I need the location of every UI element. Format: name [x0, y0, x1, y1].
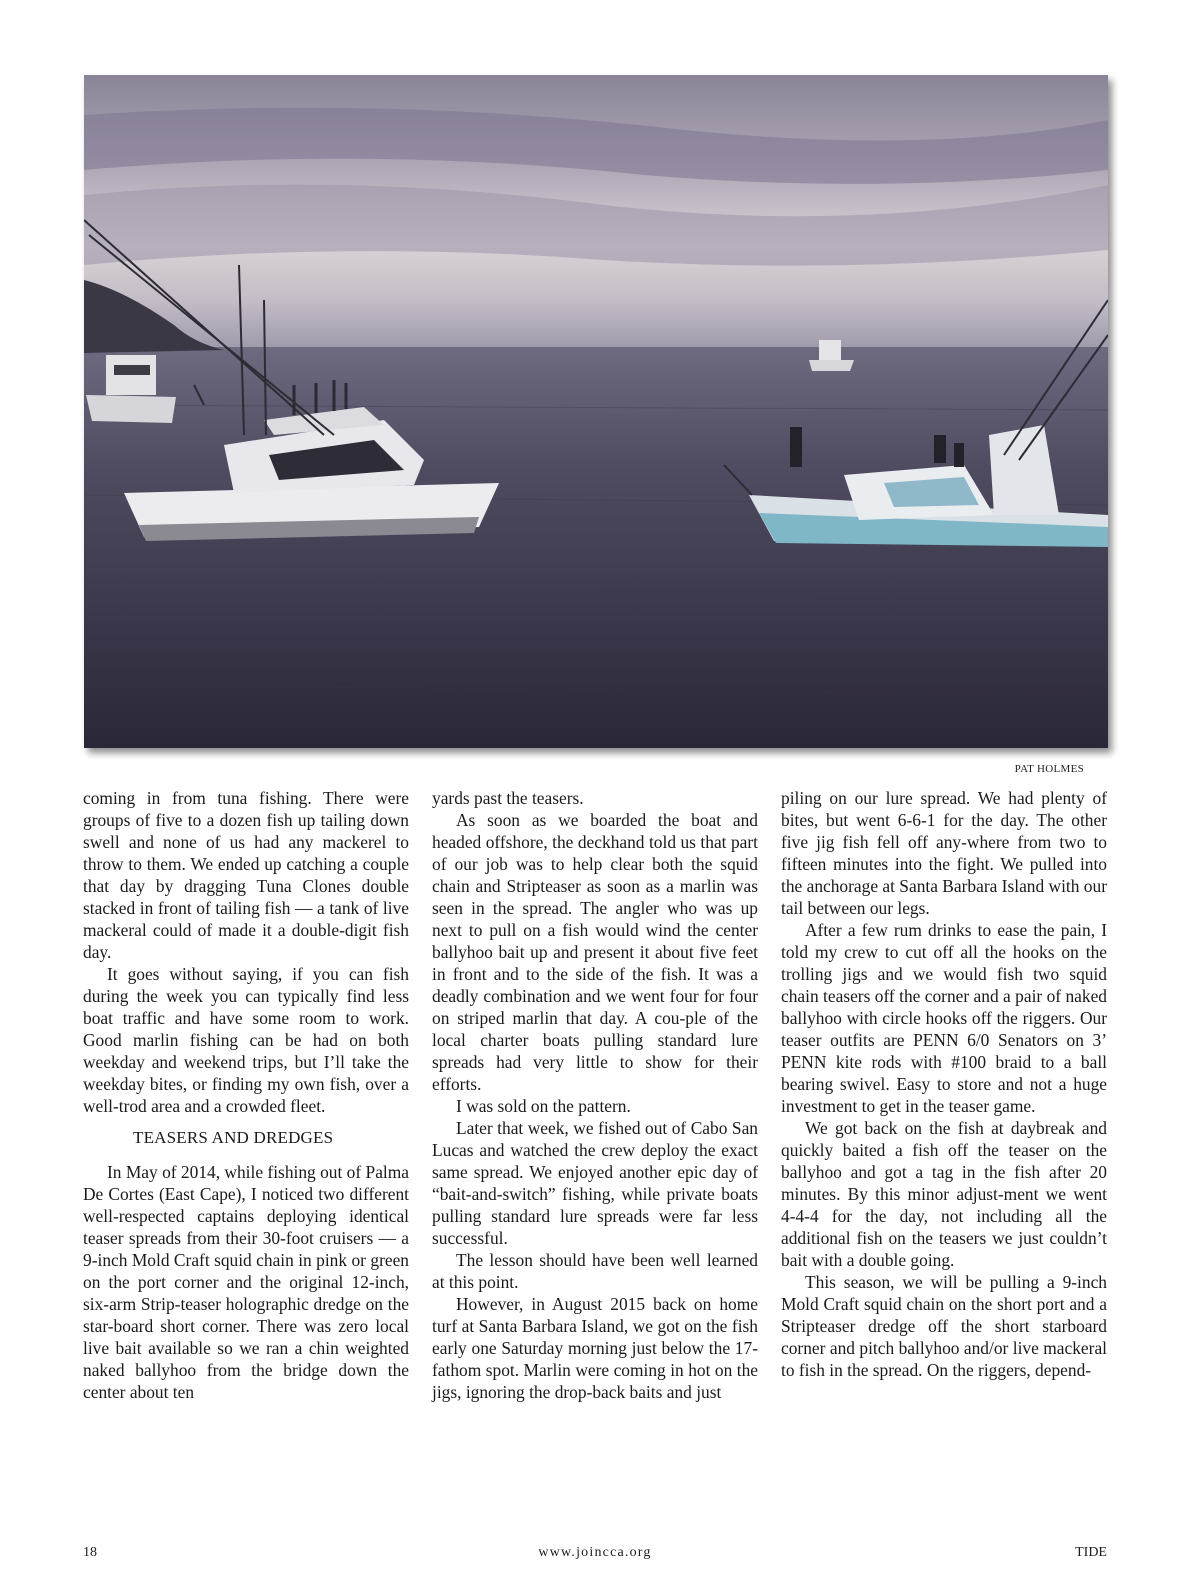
paragraph: In May of 2014, while fishing out of Palma De Cortes (East Cape), I noticed two different well-respected captains deploying identical teaser spreads from their 30-foot cruisers — a 9-inch Mold Craft squid chain in pink or green on the port corner and the original 12-inch, six-arm Strip-teaser holographic dredge on the star-board short corner. There was zero local live bait available so we ran a chin weighted naked ballyhoo from the bridge down the center about ten — [83, 1162, 409, 1402]
paragraph: However, in August 2015 back on home turf at Santa Barbara Island, we got on the fish early one Saturday morning just below the 17-fathom spot. Marlin were coming in hot on the jigs, ignoring the drop-back baits and just — [432, 1294, 758, 1402]
article-column-3 — [781, 787, 1107, 1381]
article-column-1 — [83, 787, 409, 1403]
article-photo — [84, 75, 1108, 748]
paragraph: coming in from tuna fishing. There were groups of five to a dozen fish up tailing down swell and none of us had any mackerel to throw to them. We ended up catching a couple that day by dragging Tuna Clones double stacked in front of tailing fish — a tank of live mackeral could of made it a double-digit fish day. — [83, 788, 409, 962]
paragraph: I was sold on the pattern. — [456, 1096, 631, 1116]
section-heading: TEASERS AND DREDGES — [133, 1128, 334, 1147]
magazine-name: TIDE — [1075, 1545, 1107, 1560]
boats-photo-icon — [84, 75, 1108, 748]
article-column-2 — [432, 787, 758, 1403]
paragraph: After a few rum drinks to ease the pain, I told my crew to cut off all the hooks on the trolling jigs and we would fish two squid chain teasers off the corner and a pair of naked ballyhoo with circle hooks off the riggers. Our teaser outfits are PENN 6/0 Senators on 3’ PENN kite rods with #100 braid to a ball bearing swivel. Easy to store and not a huge investment to get in the teaser game. — [781, 920, 1107, 1116]
paragraph: We got back on the fish at daybreak and quickly baited a fish off the teaser on the ballyhoo and got a tag in the fish after 20 minutes. By this minor adjust-ment we went 4-4-4 for the day, not including all the additional fish on the teasers we just couldn’t bait with a double going. — [781, 1118, 1107, 1270]
paragraph: piling on our lure spread. We had plenty of bites, but went 6-6-1 for the day. The other five jig fish fell off any-where from two to fifteen minutes into the fight. We pulled into the anchorage at Santa Barbara Island with our tail between our legs. — [781, 788, 1107, 918]
paragraph: The lesson should have been well learned at this point. — [432, 1250, 758, 1292]
paragraph: As soon as we boarded the boat and headed offshore, the deckhand told us that part of our job was to help clear both the squid chain and Stripteaser as soon as a marlin was seen in the spread. The angler who was up next to pull on a fish would wind the center ballyhoo bait up and present it about five feet in front and to the side of the fish. It was a deadly combination and we went four for four on striped marlin that day. A cou-ple of the local charter boats pulling standard lure spreads had very little to show for their efforts. — [432, 810, 758, 1094]
photo-credit: PAT HOLMES — [1014, 763, 1084, 775]
page-footer — [83, 1545, 1107, 1565]
paragraph: It goes without saying, if you can fish during the week you can typically find less boat traffic and have some room to work. Good marlin fishing can be had on both weekday and weekend trips, but I’ll take the weekday bites, or finding my own fish, over a well-trod area and a crowded fleet. — [83, 964, 409, 1116]
paragraph: This season, we will be pulling a 9-inch Mold Craft squid chain on the short port and a Stripteaser dredge off the short starboard corner and pitch ballyhoo and/or live mackeral to fish in the spread. On the riggers, depend- — [781, 1272, 1107, 1380]
footer-url[interactable]: www.joincca.org — [538, 1545, 652, 1560]
paragraph: yards past the teasers. — [432, 788, 584, 808]
page-number: 18 — [83, 1545, 97, 1560]
paragraph: Later that week, we fished out of Cabo San Lucas and watched the crew deploy the exact same spread. We enjoyed another epic day of “bait-and-switch” fishing, while private boats pulling standard lure spreads were far less successful. — [432, 1118, 758, 1248]
